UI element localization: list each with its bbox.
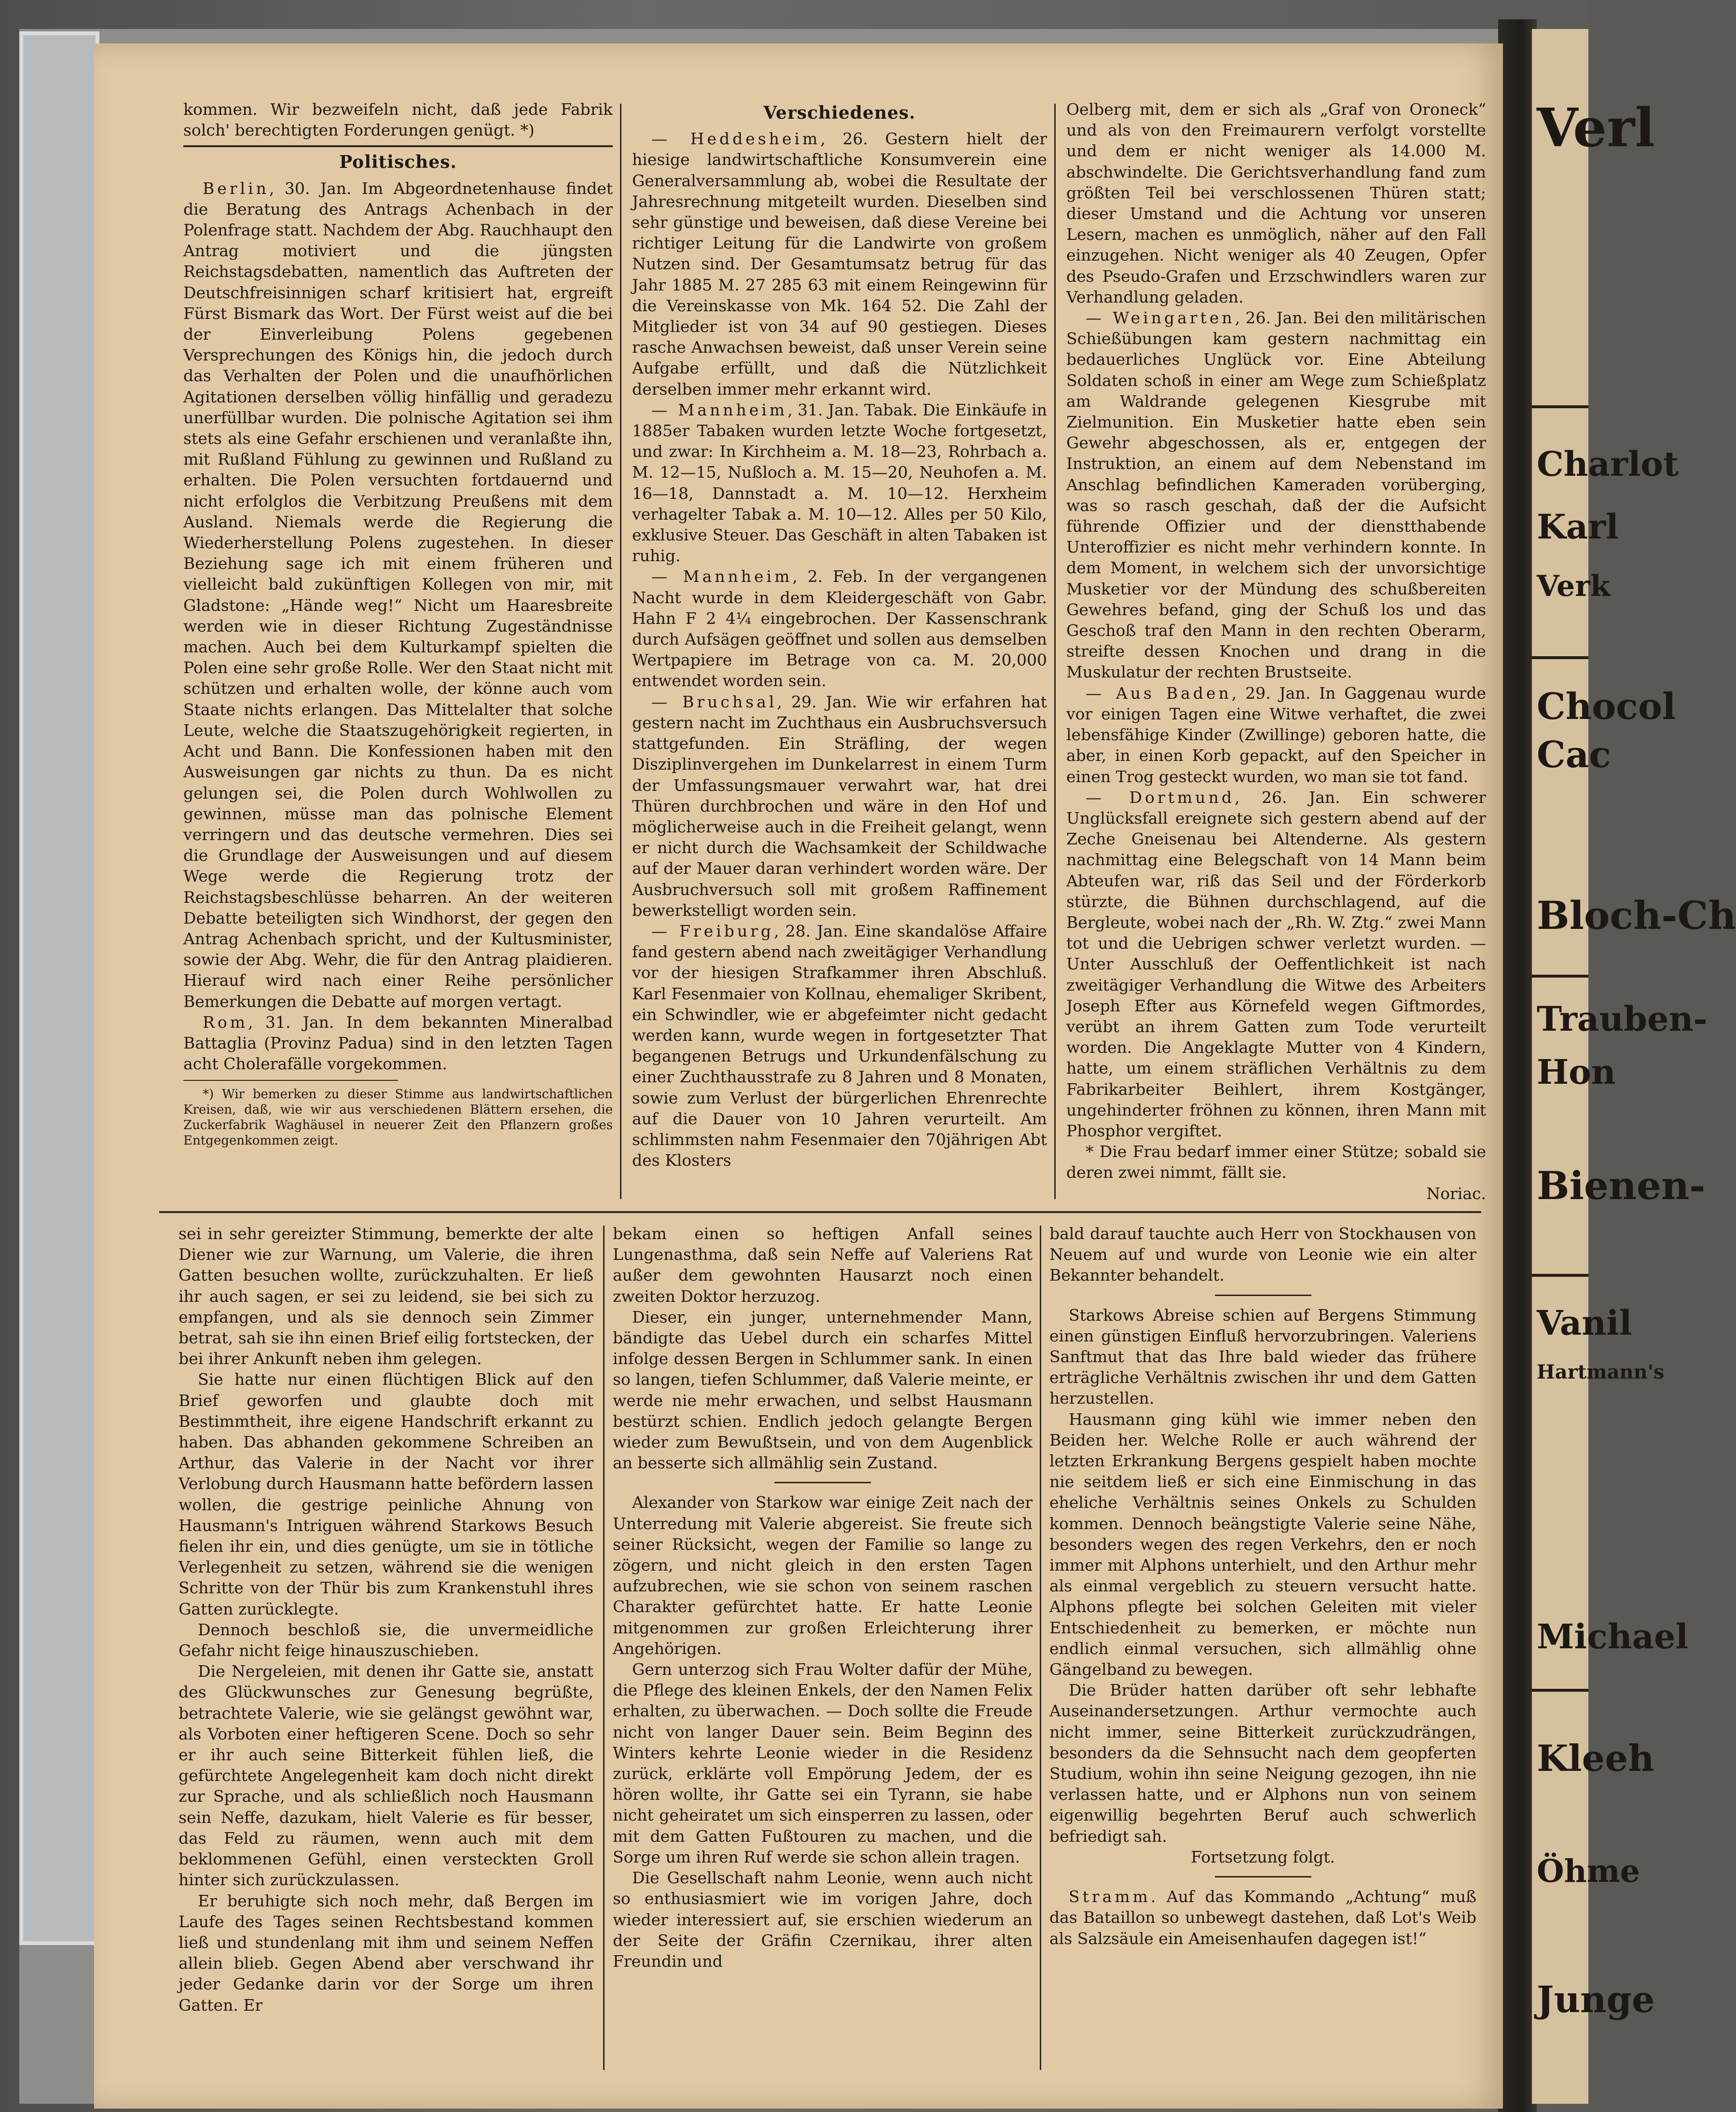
news-text: , 29. Jan. In Gaggenau wurde vor einigen Tagen eine Witwe verhaftet, die zwei lebensfähige Kinder (Zwillinge) geboren hatte, die aber, in einen Korb gepackt, auf den Speicher in einen Trog gesteckt wurden, wo man sie tot fand.: [1066, 683, 1486, 786]
section-separator: [1215, 1876, 1311, 1877]
ad-word: Öhme: [1537, 1853, 1640, 1890]
ad-word: Bienen-: [1537, 1163, 1706, 1208]
dateline: — Dortmund: [1086, 787, 1235, 807]
story-paragraph: Starkows Abreise schien auf Bergens Stimmung einen günstigen Einfluß hervorzubringen. Valeriens Sanftmut that das Ihre bald wieder das frühere erträgliche Verhältnis zwischen ihr und dem Gatten herzustellen.: [1049, 1305, 1476, 1408]
dateline: Berlin: [203, 179, 269, 198]
anecdote-text: . Auf das Kommando „Achtung“ muß das Bataillon so unbewegt dastehen, daß Lot's Weib als Salzsäule ein Ameisenhaufen dagegen ist!“: [1049, 1887, 1476, 1948]
ad-word: Kleeh: [1537, 1737, 1654, 1780]
column-rule: [620, 104, 621, 1199]
column-politics: [183, 99, 613, 1209]
column-rule: [1054, 104, 1056, 1199]
story-paragraph: Dennoch beschloß sie, die unvermeidliche Gefahr nicht feige hinauszuschieben.: [179, 1620, 593, 1660]
news-text: , 26. Gestern hielt der hiesige landwirtschaftliche Konsumverein eine Generalversammlung ab, wobei die Resultate der Jahresrechnung mitgeteilt wurden. Dieselben sind sehr günstige und beweisen, daß diese Vereine bei richtiger Leitung für die Landwirte von großem Nutzen sind. Der Gesamtumsatz betrug für das Jahr 1885 M. 27 285 63 mit einem Reingewinn für die Vereinskasse von Mk. 164 52. Die Zahl der Mitglieder ist von 34 auf 90 gestiegen. Dieses rasche Anwachsen beweist, daß unser Verein seine Aufgabe erfüllt, und daß die Nützlichkeit derselben immer mehr erkannt wird.: [632, 129, 1047, 399]
ad-word: Junge: [1537, 1978, 1655, 2021]
news-text: , 30. Jan. Im Abgeordnetenhause findet die Beratung des Antrags Achenbach in der Polenfrage statt. Nachdem der Abg. Rauchhaupt den Antrag motiviert und die jüngsten Reichstagsdebatten, namentlich das Auftreten der Deutschfreisinnigen scharf kritisiert hat, ergreift Fürst Bismark das Wort. Der Fürst weist auf die bei der Einverleibung Polens gegebenen Versprechungen des Königs hin, die jedoch durch das Verhalten der Polen und die unaufhörlichen Agitationen derselben völlig hinfällig und geradezu unerfüllbar wurden. Die polnische Agitation sei ihm stets als eine Gefahr erschienen und veranlaßte ihn, mit Rußland Fühlung zu gewinnen und Rußland zu erhalten. Die Polen versuchten fortdauernd und nicht erfolglos die Verbitzung Preußens mit dem Ausland. Niemals werde die Regierung die Wiederherstellung Polens zugestehen. In dieser Beziehung sage ich mit einem früheren und vielleicht bald zukünftigen Kollegen von mir, mit Gladstone: „Hände weg!“ Nicht um Haaresbreite werden wie in dieser Richtung Zugeständnisse machen. Auch bei dem Kulturkampf spielten die Polen eine sehr große Rolle. Wer den Staat nicht mit schützen und erhalten wolle, der könne auch vom Staate nichts erlangen. Das Mittelalter that solche Leute, welche die Staatszugehörigkeit regierten, in Acht und Bann. Die Konfessionen haben mit den Ausweisungen gar nichts zu thun. Da es nicht gelungen sei, die Polen durch Wohlwollen zu gewinnen, müsse man das polnische Element verringern und das deutsche vermehren. Dies sei die Grundlage der Ausweisungen und auf diesem Wege werde die Regierung trotz der Reichstagsbeschlüsse beharren. An der weiteren Debatte beteiligten sich Windhorst, der gegen den Antrag Achenbach spricht, und der Kultusminister, sowie der Abg. Wehr, die für den Antrag plaidieren. Hierauf wird nach einer Reihe persönlicher Bemerkungen die Debatte auf morgen vertagt.: [183, 179, 613, 1011]
dateline: — Weingarten: [1086, 308, 1235, 328]
ad-word: Verl: [1537, 97, 1655, 159]
ad-word: Vanil: [1537, 1303, 1632, 1343]
section-heading: Verschiedenes.: [763, 103, 916, 123]
section-separator: [774, 1482, 871, 1483]
story-paragraph: Alexander von Starkow war einige Zeit nach der Unterredung mit Valerie abgereist. Sie freute sich seiner Rücksicht, wegen der Familie so lange zu zögern, und nicht gleich in den ersten Tagen aufzubrechen, wie sie schon von seinem raschen Charakter gefürchtet hatte. Er hatte Leonie mitgenommen zur großen Erleichterung ihrer Angehörigen.: [613, 1493, 1033, 1658]
closing-anecdote: [1049, 1886, 1476, 1949]
news-item: [1066, 307, 1486, 683]
column-rule: [603, 1226, 605, 2070]
continued-paragraph: Oelberg mit, dem er sich als „Graf von Oroneck“ und als von den Freimaurern verfolgt vorstellte und dem er nicht weniger als 14.000 M. abschwindelte. Die Gerichtsverhandlung fand zum größten Teil bei verschlossenen Thüren statt; dieser Umstand und die Achtung vor unseren Lesern, machen es unmöglich, näher auf den Fall einzugehen. Nicht weniger als 40 Zeugen, Opfer des Pseudo-Grafen und Erzschwindlers waren zur Verhandlung geladen.: [1066, 100, 1486, 306]
story-paragraph: bald darauf tauchte auch Herr von Stockhausen von Neuem auf und wurde von Leonie wie ein alter Bekannter behandelt.: [1049, 1224, 1476, 1285]
ad-word: Hartmann's: [1537, 1361, 1665, 1383]
story-column-2: [613, 1223, 1033, 2082]
ad-rule: [1532, 975, 1588, 978]
story-paragraph: Die Brüder hatten darüber oft sehr lebhafte Auseinandersetzungen. Arthur vermochte auch nicht immer, seine Bitterkeit zurückzudrängen, besonders da die Sehnsucht nach dem geopferten Studium, wohin ihn seine Neigung gezogen, ihn nie verlassen hatte, und er Alphons nun von seinem eigenwillig begehrten Beruf auch schwerlich befriedigt sah.: [1049, 1681, 1476, 1846]
dateline: — Bruchsal: [651, 692, 777, 711]
news-item: [632, 400, 1047, 566]
book-gutter: [1498, 19, 1537, 2112]
section-rule: [159, 1211, 1481, 1213]
news-text: , 28. Jan. Eine skandalöse Affaire fand gestern abend nach zweitägiger Verhandlung vor der hiesigen Strafkammer ihren Abschluß. Karl Fesenmaier von Kollnau, ehemaliger Skribent, ein Schwindler, wie er abgefeimter nicht gedacht werden kann, wurde wegen in fortgesetzter That begangenen Betrugs und Urkundenfälschung zu einer Zuchthausstrafe zu 8 Jahren und 8 Monaten, sowie zum Verlust der bürgerlichen Ehrenrechte auf die Dauer von 10 Jahren verurteilt. Am schlimmsten nahm Fesenmaier den 70jährigen Abt des Klosters: [632, 921, 1047, 1170]
dateline: — Mannheim: [651, 567, 793, 586]
story-paragraph: Dieser, ein junger, unternehmender Mann, bändigte das Uebel durch ein scharfes Mittel infolge dessen Bergen in Schlummer sank. In einen so langen, tiefen Schlummer, daß Valerie meinte, er werde nie mehr erwachen, und selbst Hausmann bestürzt schien. Endlich jedoch gelangte Bergen wieder zum Bewußtsein, und von dem Augenblick an besserte sich allmählig sein Zustand.: [613, 1307, 1033, 1473]
right-page-edge: [1532, 29, 1736, 2104]
news-text: , 29. Jan. Wie wir erfahren hat gestern nacht im Zuchthaus ein Ausbruchsversuch stattgefunden. Ein Sträfling, der wegen Disziplinvergehen im Dunkelarrest in einem Turm der Umfassungsmauer verwahrt war, hat drei Thüren durchbrochen und wäre in den Hof und möglicherweise auch in die Freiheit gelangt, wenn er nicht durch die Wachsamkeit der Schildwache auf der Mauer daran verhindert worden wäre. Der Ausbruchversuch soll mit großem Raffinement bewerkstelligt worden sein.: [632, 692, 1047, 920]
ad-word: Karl: [1537, 507, 1619, 547]
signature: Noriac.: [1426, 1184, 1486, 1203]
column-rule: [1040, 1226, 1041, 2070]
news-text: , 26. Jan. Bei den militärischen Schießübungen kam gestern nachmittag ein bedauerliches Unglück vor. Eine Abteilung Soldaten schoß in einer am Wege zum Schießplatz am Waldrande gelegenen Kiesgrube mit Zielmunition. Ein Musketier hatte eben sein Gewehr abgeschossen, als er, entgegen der Instruktion, an einem auf dem Nebenstand im Anschlag befindlichen Kameraden vorüberging, was so rasch geschah, daß der die Aufsicht führende Offizier und der dienstthabende Unteroffizier es nicht mehr verhindern konnte. In dem Moment, in welchem sich der unvorsichtige Musketier vor der Mündung des schußbereiten Gewehres befand, ging der Schuß los und das Geschoß traf den Mann in den rechten Oberarm, streifte dessen Knochen und drang in die Muskulatur der rechten Brustseite.: [1066, 308, 1486, 682]
dateline: — Heddesheim: [651, 129, 821, 149]
dateline: Stramm: [1069, 1887, 1151, 1906]
dateline: — Mannheim: [651, 400, 788, 419]
heading-rule: [183, 145, 613, 147]
story-paragraph: bekam einen so heftigen Anfall seines Lungenasthma, daß sein Neffe auf Valeriens Rat außer dem gewohnten Hausarzt noch einen zweiten Doktor herzuzog.: [613, 1224, 1033, 1306]
section-separator: [1215, 1295, 1311, 1296]
ad-word: Chocol: [1537, 685, 1676, 728]
news-item: [632, 566, 1047, 691]
story-paragraph: Die Nergeleien, mit denen ihr Gatte sie, anstatt des Glückwunsches zur Genesung begrüßte, betrachtete Valerie, wie sie gelängst gewöhnt war, als Vorboten einer heftigeren Scene. Doch so sehr er ihr auch seine Bitterkeit fühlen ließ, die gefürchtete Angelegenheit kam doch nicht direkt zur Sprache, und als schließlich noch Hausmann sein Neffe, dazukam, hielt Valerie es für besser, das Feld zu räumen, wenn auch mit dem beklommenen Gefühl, einen versteckten Groll hinter sich zurückzulassen.: [179, 1662, 593, 1890]
ad-rule: [1532, 1689, 1588, 1692]
ad-word: Trauben-: [1537, 999, 1708, 1039]
story-paragraph: Er beruhigte sich noch mehr, daß Bergen im Laufe des Tages seinen Rechtsbestand kommen ließ und stundenlang mit ihm und seinem Neffen allein blieb. Gegen Abend aber verschwand ihr jeder Gedanke darin vor der Sorge um ihren Gatten. Er: [179, 1891, 593, 2015]
news-text: , 31. Jan. In dem bekannten Mineralbad Battaglia (Provinz Padua) sind in den letzten Tagen acht Cholerafälle vorgekommen.: [183, 1012, 613, 1074]
aphorism: * Die Frau bedarf immer einer Stütze; sobald sie deren zwei nimmt, fällt sie.: [1066, 1142, 1486, 1182]
ad-word: Cac: [1537, 733, 1611, 776]
column-miscellaneous-cont: [1066, 99, 1486, 1209]
ad-rule: [1532, 405, 1588, 408]
story-paragraph: sei in sehr gereizter Stimmung, bemerkte der alte Diener wie zur Warnung, um Valerie, die ihren Gatten besuchen wollte, zurückzuhalten. Er ließ ihr auch sagen, er sei zu leidend, sie bei sich zu empfangen, und als sie dennoch sein Zimmer betrat, sah sie ihn einen Brief eilig fortstecken, der bei ihrer Ankunft neben ihm gelegen.: [179, 1224, 593, 1368]
story-column-1: [179, 1223, 593, 2082]
news-item: [632, 691, 1047, 921]
dateline: — Freiburg: [651, 921, 774, 940]
news-rom: [183, 1012, 613, 1075]
news-text: , 26. Jan. Ein schwerer Unglücksfall ereignete sich gestern abend auf der Zeche Gneisenau bei Altenderne. Als gestern nachmittag eine Belegschaft von 14 Mann beim Abteufen war, riß das Seil und der Förderkorb stürzte, die Bühnen durchschlagend, auf die Bergleute, wobei nach der „Rh. W. Ztg.“ zwei Mann tot und die Uebrigen schwer verletzt wurden. — Unter Ausschluß der Oeffentlichkeit ist nach zweitägiger Verhandlung die Witwe des Arbeiters Joseph Efter aus Körnefeld wegen Giftmordes, verübt an ihrem Gatten zum Tode verurteilt worden. Die Angeklagte Mutter von 4 Kindern, hatte, um einem sträflichen Verhältnis zu dem Fabrikarbeiter Beihlert, ihrem Kostgänger, ungehinderter fröhnen zu können, ihren Mann mit Phosphor vergiftet.: [1066, 787, 1487, 1140]
news-item: [632, 128, 1047, 400]
ad-word: Hon: [1537, 1052, 1616, 1092]
ad-word: Bloch-Ch: [1537, 893, 1736, 938]
story-paragraph: Sie hatte nur einen flüchtigen Blick auf den Brief geworfen und glaubte doch mit Bestimmtheit, ihre eigene Handschrift erkannt zu haben. Das abhanden gekommene Schreiben an Arthur, das Valerie in der Nacht vor ihrer Verlobung durch Hausmann hatte befördern lassen wollen, die gestrige peinliche Ahnung von Hausmann's Intriguen während Starkows Besuch fielen ihr ein, und dies genügte, um sie in tötliche Verlegenheit zu setzen, während sie die wenigen Schritte von der Thür bis zum Krankenstuhl ihres Gatten zurücklegte.: [179, 1370, 593, 1618]
news-berlin: [183, 178, 613, 1012]
ad-word: Michael: [1537, 1616, 1689, 1656]
news-text: , 31. Jan. Tabak. Die Einkäufe in 1885er Tabaken wurden letzte Woche fortgesetzt, und zwar: In Kirchheim a. M. 18—23, Rohrbach a. M. 12—15, Nußloch a. M. 15—20, Neuhofen a. M. 16—18, Dannstadt a. M. 10—12. Herxheim verhagelter Tabak a. M. 10—12. Alles per 50 Kilo, exklusive Steuer. Das Geschäft in alten Tabaken ist ruhig.: [632, 400, 1047, 566]
footnote-rule: [183, 1080, 398, 1081]
story-paragraph: Gern unterzog sich Frau Wolter dafür der Mühe, die Pflege des kleinen Enkels, der den Namen Felix erhalten, zu überwachen. — Doch sollte die Freude nicht von langer Dauer sein. Beim Beginn des Winters kehrte Leonie wieder in die Residenz zurück, erklärte voll Empörung Jedem, der es hören wollte, ihr Gatte sei ein Tyrann, sie habe nicht geheiratet um sich einsperren zu lassen, oder mit dem Gatten Fußtouren zu machen, und die Sorge um ihren Ruf werde sie schon allein tragen.: [613, 1660, 1033, 1866]
section-heading: Politisches.: [339, 152, 457, 173]
story-column-3: [1049, 1223, 1476, 2082]
grey-mount-strip: [19, 31, 99, 1945]
ad-rule: [1532, 1274, 1588, 1277]
story-paragraph: Die Gesellschaft nahm Leonie, wenn auch nicht so enthusiasmiert wie im vorigen Jahre, doch wieder interessiert auf, sie erschien wiederum an der Seite der Gräfin Czernikau, ihrer alten Freundin und: [613, 1868, 1033, 1971]
intro-paragraph: kommen. Wir bezweifeln nicht, daß jede Fabrik solch' berechtigten Forderungen genügt. *): [183, 100, 613, 140]
ad-word: Verk: [1537, 569, 1611, 603]
news-item: [632, 921, 1047, 1171]
news-item: [1066, 683, 1486, 787]
footnote: *) Wir bemerken zu dieser Stimme aus landwirtschaftlichen Kreisen, daß, wie wir aus verschiedenen Blättern ersehen, die Zuckerfabrik Waghäusel in neuerer Zeit den Pflanzern großes Entgegenkommen zeigt.: [183, 1087, 613, 1148]
ad-word: Charlot: [1537, 444, 1679, 484]
column-miscellaneous: [632, 99, 1047, 1209]
story-paragraph: Hausmann ging kühl wie immer neben den Beiden her. Welche Rolle er auch während der letzten Erkrankung Bergens gespielt haben mochte nie seitdem ließ er sich eine Einmischung in das eheliche Verhältnis seines Onkels zu Schulden kommen. Dennoch beängstigte Valerie seine Nähe, besonders wegen des regen Verkehrs, den er noch immer mit Alphons unterhielt, und den Arthur mehr als einmal vergeblich zu steuern versucht hatte. Alphons pflegte bei solchen Geleiten mit vieler Entschiedenheit zu bemerken, er möchte nun endlich einmal versuchen, sich allmählig ohne Gängelband zu bewegen.: [1049, 1409, 1476, 1679]
news-text: , 2. Feb. In der vergangenen Nacht wurde in dem Kleidergeschäft von Gabr. Hahn F 2 4¼ eingebrochen. Der Kassenschrank durch Aufsägen geöffnet und sollen aus demselben Wertpapiere im Betrage von ca. M. 20,000 entwendet worden sein.: [632, 567, 1047, 690]
dateline: — Aus Baden: [1086, 683, 1232, 703]
continuation-note: Fortsetzung folgt.: [1191, 1847, 1335, 1866]
dateline: Rom: [203, 1012, 248, 1032]
news-item: [1066, 787, 1486, 1141]
ad-rule: [1532, 656, 1588, 659]
